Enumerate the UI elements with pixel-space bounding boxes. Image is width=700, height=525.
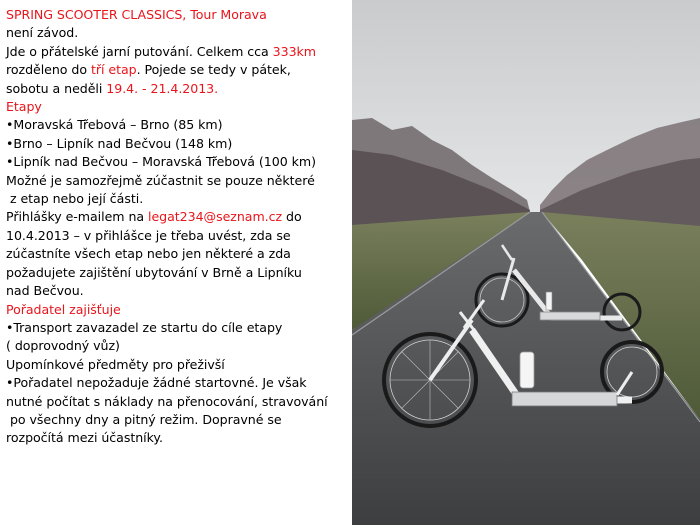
- registration-line-3: zúčastníte všech etap nebo jen některé a zda: [6, 246, 291, 262]
- announcement-text: [6, 6, 366, 448]
- scooters-photo: [352, 0, 700, 525]
- registration-email[interactable]: legat234@seznam.cz: [148, 209, 283, 225]
- organizer-line-1: •Transport zavazadel ze startu do cíle etapy: [6, 319, 283, 335]
- intro-line-3: sobotu a neděli 19.4. - 21.4.2013.: [6, 80, 219, 96]
- heading-line: [6, 6, 366, 24]
- event-dates: 19.4. - 21.4.2013.: [106, 80, 219, 96]
- stage-item: •Lipník nad Bečvou – Moravská Třebová (100 km): [6, 154, 316, 170]
- registration-line-5: nad Bečvou.: [6, 283, 84, 299]
- organizer-line-4: •Pořadatel nepožaduje žádné startovné. Je však: [6, 375, 307, 391]
- organizer-line-2: ( doprovodný vůz): [6, 338, 120, 354]
- intro-line-1: Jde o přátelské jarní putování. Celkem cca 333km: [6, 43, 317, 59]
- organizer-line-5: nutné počítat s náklady na přenocování, stravování: [6, 393, 328, 409]
- stage-item: •Moravská Třebová – Brno (85 km): [6, 117, 223, 133]
- organizer-title: Pořadatel zajišťuje: [6, 301, 121, 317]
- stages-count: tří etap: [90, 62, 137, 78]
- intro-line-2: rozděleno do tří etap. Pojede se tedy v pátek,: [6, 62, 291, 78]
- total-distance: 333km: [272, 43, 317, 59]
- registration-line-1: Přihlášky e-mailem na legat234@seznam.cz do: [6, 209, 302, 225]
- tour-name: Tour Morava: [190, 7, 267, 22]
- registration-line-2: 10.4.2013 – v přihlášce je třeba uvést, zda se: [6, 227, 291, 243]
- photo-illustration: [352, 0, 700, 525]
- stages-title: Etapy: [6, 99, 42, 115]
- event-name: SPRING SCOOTER CLASSICS,: [6, 7, 187, 22]
- organizer-line-6: po všechny dny a pitný režim. Dopravné se: [6, 411, 282, 427]
- heading-note: není závod.: [6, 25, 79, 41]
- stage-item: •Brno – Lipník nad Bečvou (148 km): [6, 135, 233, 151]
- stages-note-2: z etap nebo její části.: [6, 191, 144, 207]
- registration-line-4: požadujete zajištění ubytování v Brně a Lipníku: [6, 264, 302, 280]
- organizer-line-7: rozpočítá mezi účastníky.: [6, 430, 163, 446]
- stages-note-1: Možné je samozřejmě zúčastnit se pouze některé: [6, 172, 315, 188]
- organizer-line-3: Upomínkové předměty pro přeživší: [6, 356, 225, 372]
